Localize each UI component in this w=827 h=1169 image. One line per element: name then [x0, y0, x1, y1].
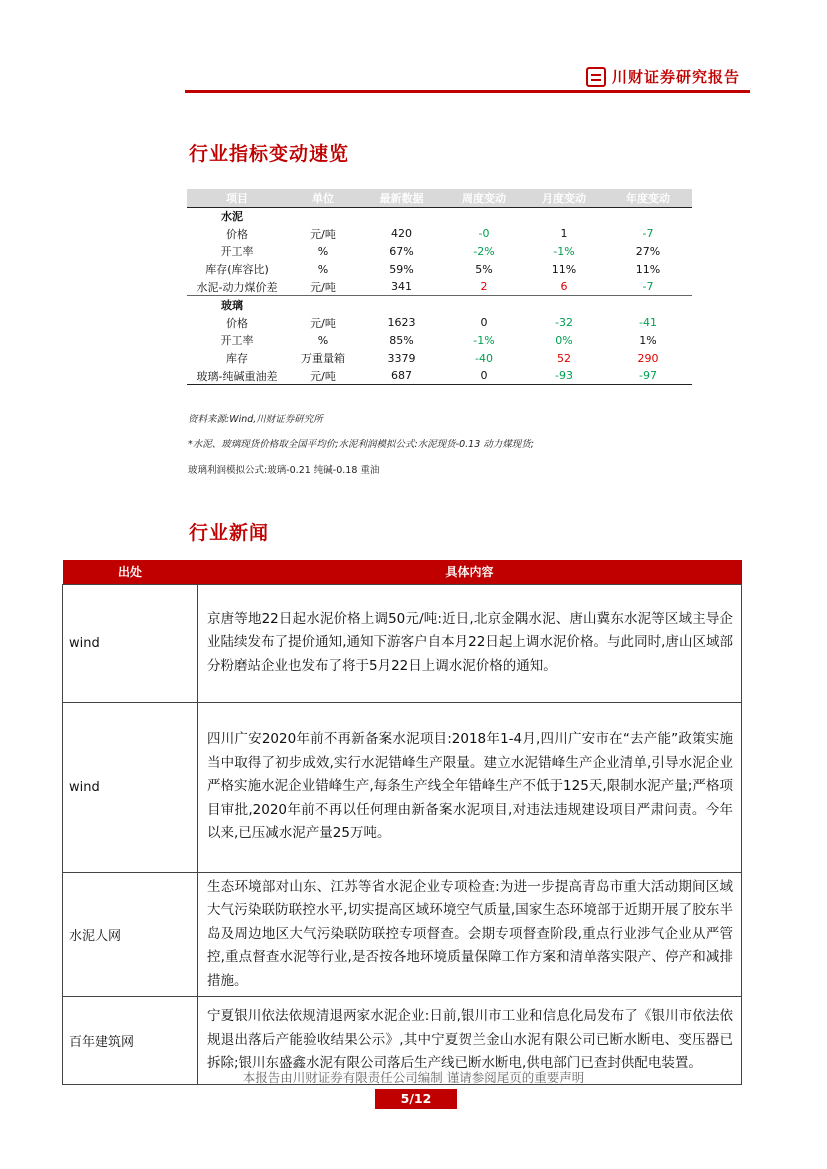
cell-item: 水泥-动力煤价差	[196, 280, 278, 294]
table-row	[187, 349, 692, 367]
table-row	[63, 702, 742, 872]
table-row	[187, 367, 692, 385]
cell-unit: %	[317, 333, 329, 347]
cell-year: 11%	[635, 262, 661, 276]
cell-month: -1%	[553, 244, 575, 258]
footer-disclaimer: 本报告由川财证券有限责任公司编制 谨请参阅尾页的重要声明	[242, 1070, 585, 1085]
indicator-header-row	[187, 189, 692, 207]
col-header-source: 出处	[63, 560, 198, 584]
cell-unit: 元/吨	[310, 280, 336, 294]
col-header-week: 周度变动	[444, 189, 524, 207]
cell-week: -40	[475, 351, 493, 365]
table-row	[187, 278, 692, 296]
footnote-glass: 玻璃利润模拟公式:玻璃-0.21 纯碱-0.18 重油	[188, 465, 380, 476]
cell-month: 1	[560, 227, 568, 241]
news-table	[62, 560, 742, 1085]
news-content: 四川广安2020年前不再新备案水泥项目:2018年1-4月,四川广安市在“去产能”政策实施当中取得了初步成效,实行水泥错峰生产限量。建立水泥错峰生产企业清单,引导水泥企业严格实施水泥企业错峰生产,每条生产线全年错峰生产不低于125天,限制水泥产量;严格项目审批,2020年前不再以任何理由新备案水泥项目,对违法违规建设项目严肃问责。今年以来,已压减水泥产量25万吨。	[198, 702, 742, 872]
cell-year: -97	[604, 367, 692, 385]
news-source: wind	[63, 584, 198, 702]
cell-year: 290	[637, 351, 659, 365]
cell-month: 6	[560, 280, 568, 294]
cell-latest: 1623	[387, 316, 416, 330]
cell-month: -93	[524, 367, 604, 385]
group-label: 水泥	[221, 210, 243, 224]
chuancai-logo-icon	[586, 67, 606, 87]
indicator-table	[187, 189, 692, 385]
cell-latest: 3379	[387, 351, 416, 365]
col-header-latest: 最新数据	[359, 189, 444, 207]
news-source: 水泥人网	[63, 872, 198, 997]
cell-unit: 元/吨	[287, 367, 359, 385]
cell-item: 库存(库容比)	[205, 263, 269, 277]
news-source: wind	[63, 702, 198, 872]
source-note: 资料来源:Wind,川财证券研究所	[188, 414, 323, 425]
cell-week: -1%	[473, 333, 495, 347]
cell-unit: %	[317, 262, 329, 276]
cell-item: 开工率	[220, 245, 254, 259]
col-header-unit: 单位	[287, 189, 359, 207]
table-row	[187, 332, 692, 350]
cell-year: 27%	[635, 244, 661, 258]
col-header-year: 年度变动	[604, 189, 692, 207]
cell-latest: 85%	[389, 333, 414, 347]
cell-week: -2%	[473, 244, 495, 258]
cell-week: 0	[444, 367, 524, 385]
cell-latest: 687	[359, 367, 444, 385]
table-row	[187, 260, 692, 278]
news-source: 百年建筑网	[63, 997, 198, 1085]
header-divider	[185, 90, 750, 93]
cell-year: 1%	[639, 333, 657, 347]
cell-month: 11%	[551, 262, 577, 276]
news-content: 生态环境部对山东、江苏等省水泥企业专项检查:为进一步提高青岛市重大活动期间区域大气污染联防联控水平,切实提高区域环境空气质量,国家生态环境部于近期开展了胶东半岛及周边地区大气污染联防联控专项督查。会期专项督查阶段,重点行业涉气企业从严管控,重点督查水泥等行业,是否按各地环境质量保障工作方案和清单落实限产、停产和减排措施。	[198, 872, 742, 997]
header-brand	[586, 66, 740, 87]
page-number: 5/12	[375, 1089, 457, 1109]
footnote-cement: *水泥、玻璃现货价格取全国平均价;水泥利润模拟公式:水泥现货-0.13 动力煤现货;	[188, 439, 534, 450]
col-header-month: 月度变动	[524, 189, 604, 207]
cell-item: 价格	[226, 227, 248, 241]
cell-month: 0%	[555, 333, 573, 347]
table-row	[63, 872, 742, 997]
section-title-news: 行业新闻	[189, 522, 270, 544]
cell-year: -41	[639, 316, 657, 330]
group-row-glass	[187, 296, 692, 314]
cell-week: 0	[480, 316, 488, 330]
cell-unit: 元/吨	[310, 227, 336, 241]
table-row	[187, 314, 692, 332]
section-title-indicators: 行业指标变动速览	[189, 143, 350, 165]
cell-latest: 420	[391, 227, 412, 241]
cell-item: 价格	[226, 316, 248, 330]
group-label: 玻璃	[187, 296, 287, 314]
group-row-cement	[187, 207, 692, 225]
news-content: 京唐等地22日起水泥价格上调50元/吨:近日,北京金隅水泥、唐山冀东水泥等区域主导企业陆续发布了提价通知,通知下游客户自本月22日起上调水泥价格。与此同时,唐山区域部分粉磨站企业也发布了将于5月22日上调水泥价格的通知。	[198, 584, 742, 702]
news-content: 宁夏银川依法依规清退两家水泥企业:日前,银川市工业和信息化局发布了《银川市依法依规退出落后产能验收结果公示》,其中宁夏贺兰金山水泥有限公司已断水断电、变压器已拆除;银川东盛鑫水泥有限公司落后生产线已断水断电,供电部门已查封供配电装置。	[198, 997, 742, 1085]
cell-unit: 万重量箱	[301, 352, 345, 366]
cell-unit: %	[317, 244, 329, 258]
brand-title: 川财证券研究报告	[612, 68, 741, 86]
cell-latest: 67%	[389, 244, 414, 258]
table-row	[187, 225, 692, 243]
cell-latest: 341	[391, 280, 412, 294]
cell-week: -0	[478, 227, 490, 241]
cell-unit: 元/吨	[310, 316, 336, 330]
cell-week: 5%	[475, 262, 493, 276]
cell-year: -7	[642, 280, 654, 294]
cell-item: 库存	[226, 352, 248, 366]
cell-year: -7	[642, 227, 654, 241]
cell-item: 玻璃-纯碱重油差	[187, 367, 287, 385]
col-header-item: 项目	[187, 189, 287, 207]
cell-latest: 59%	[389, 262, 414, 276]
cell-month: 52	[557, 351, 571, 365]
table-row	[187, 243, 692, 261]
table-row	[63, 584, 742, 702]
cell-month: -32	[555, 316, 573, 330]
cell-week: 2	[480, 280, 488, 294]
cell-item: 开工率	[220, 334, 254, 348]
news-header-row	[63, 560, 742, 584]
col-header-content: 具体内容	[198, 560, 742, 584]
